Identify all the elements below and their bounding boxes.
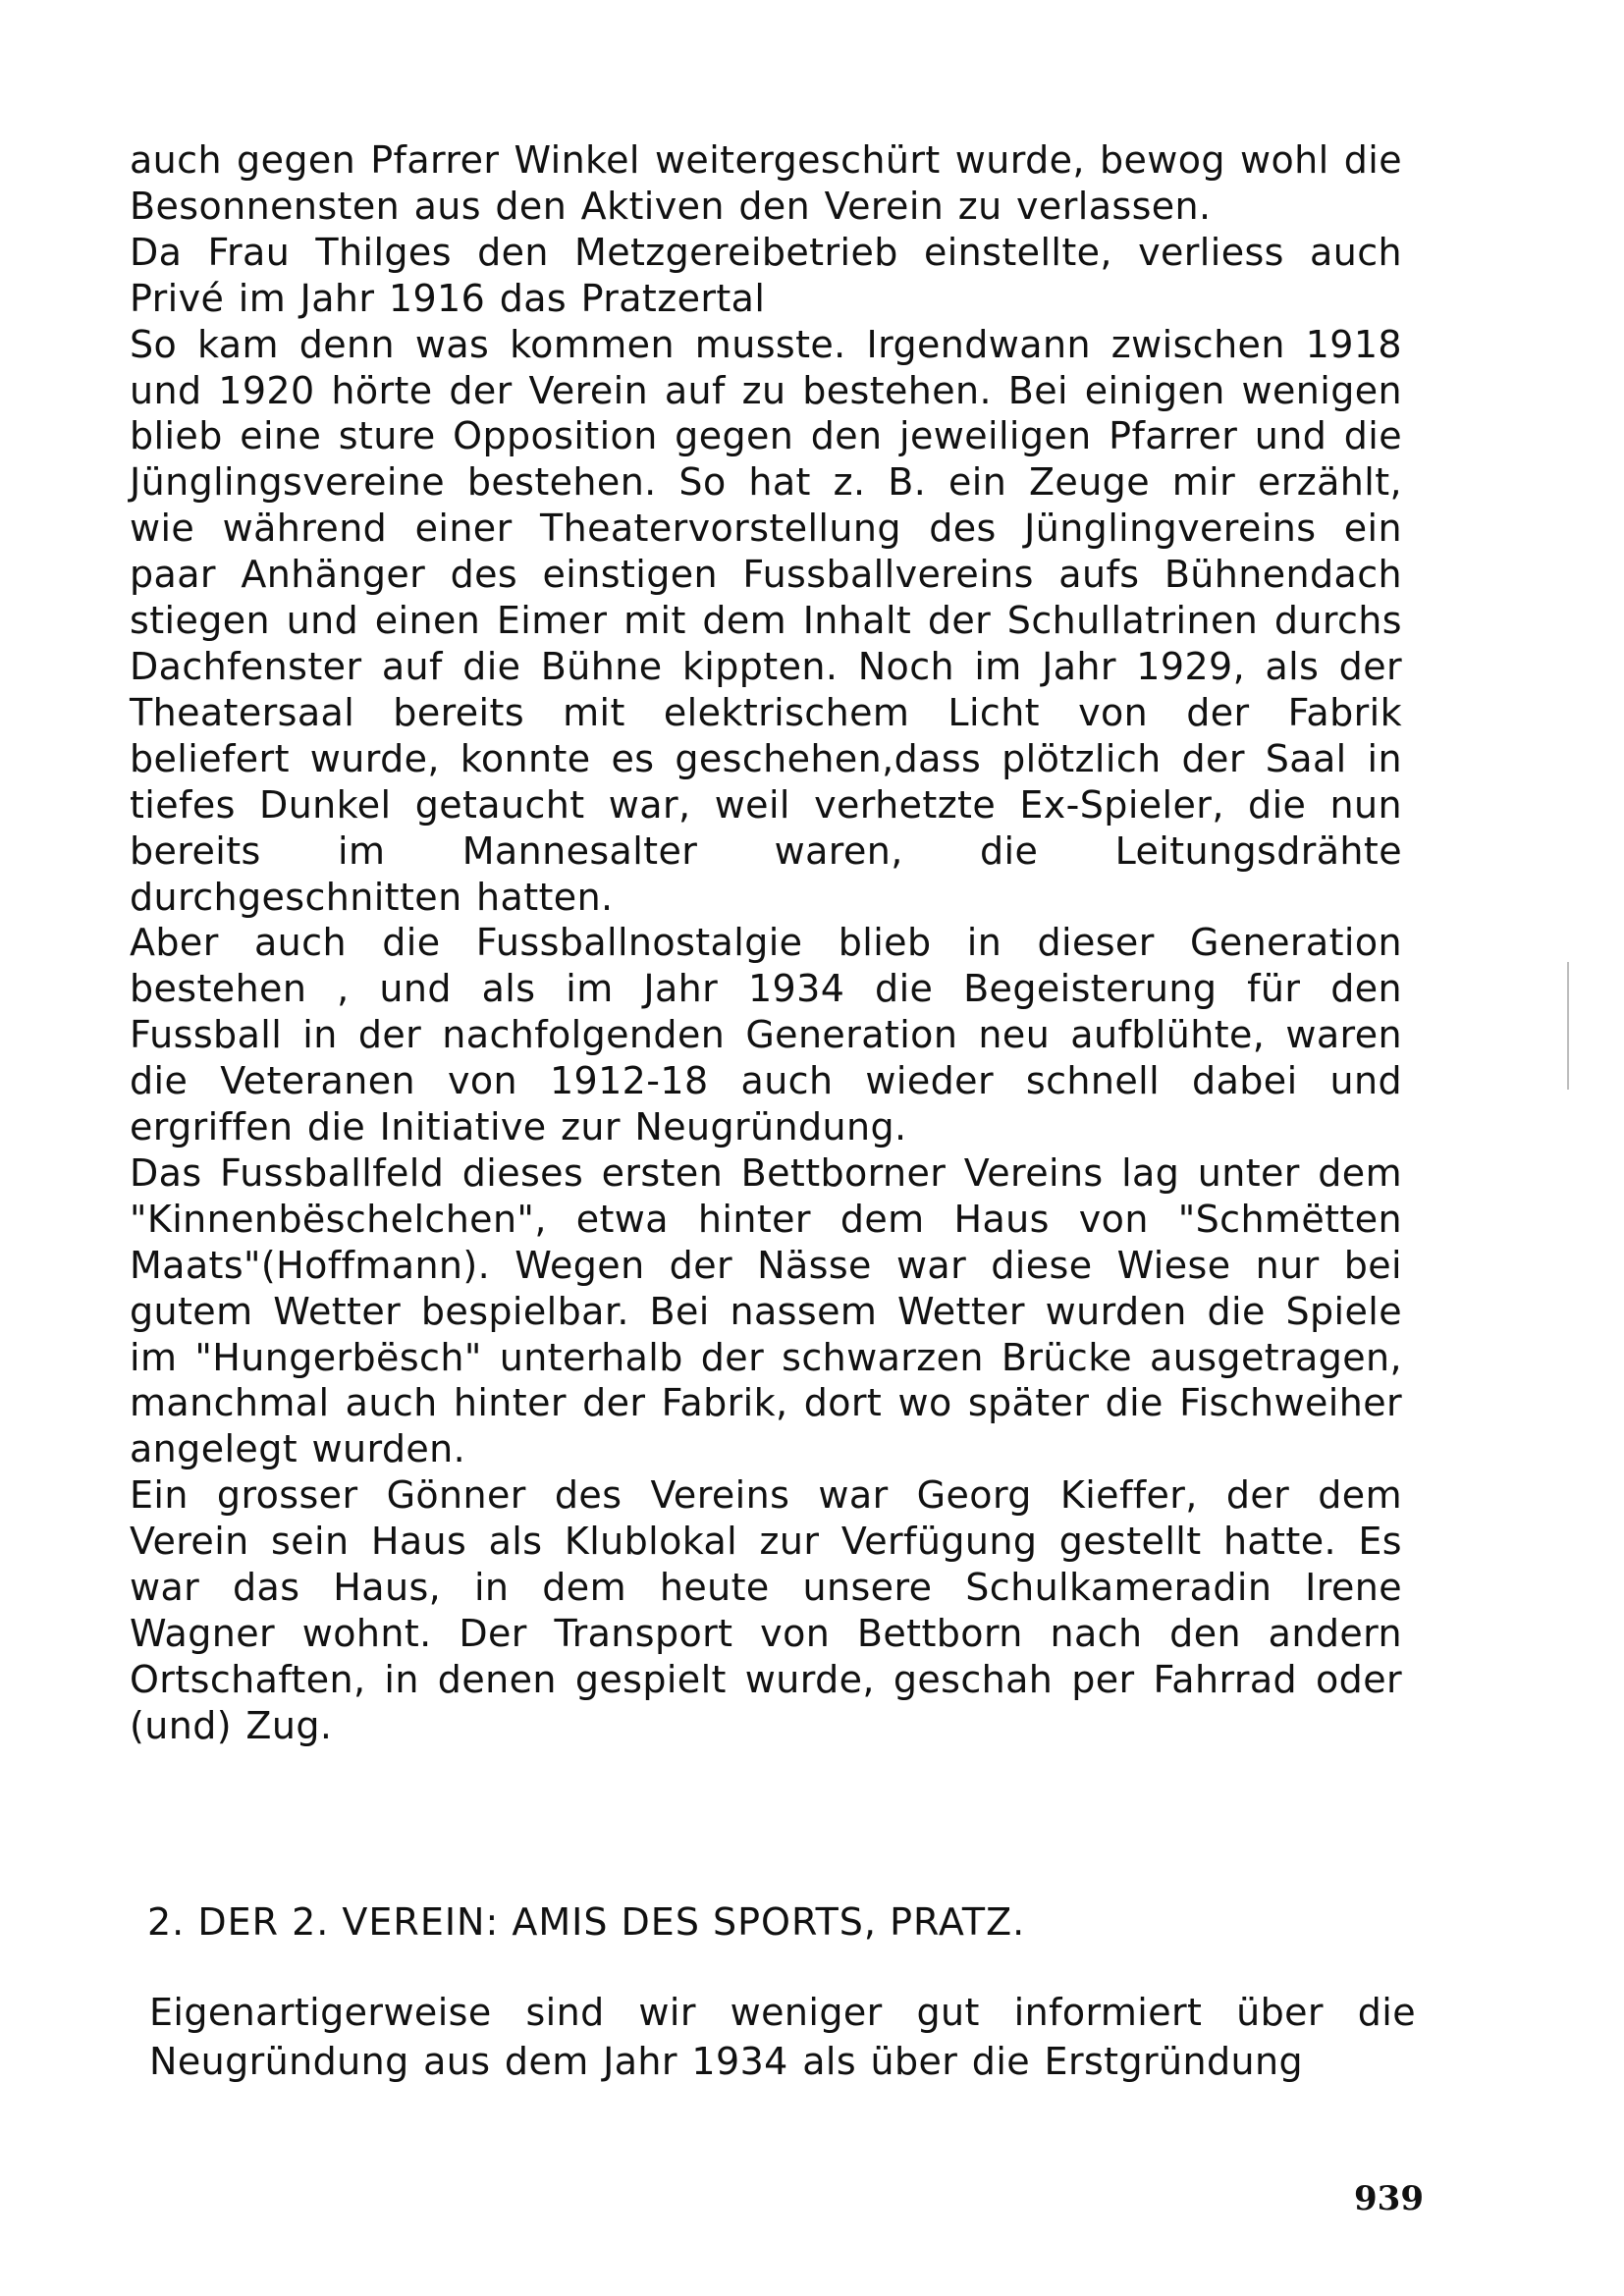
paragraph: Das Fussballfeld dieses ersten Bettborner Vereins lag unter dem "Kinnenbëschelchen", etwa hinter dem Haus von "Schmëtten Maats"(Hoffmann). Wegen der Nässe war diese Wiese nur bei gutem Wetter bespielbar. Bei nassem Wetter wurden die Spiele im "Hungerbësch" unterhalb der schwarzen Brücke ausgetragen, manchmal auch hinter der Fabrik, dort wo später die Fischweiher angelegt wurden.	[130, 1150, 1402, 1471]
paragraph: So kam denn was kommen musste. Irgendwann zwischen 1918 und 1920 hörte der Verein auf zu bestehen. Bei einigen wenigen blieb eine sture Opposition gegen den jeweiligen Pfarrer und die Jünglingsvereine bestehen. So hat z. B. ein Zeuge mir erzählt, wie während einer Theatervorstellung des Jünglingvereins ein paar Anhänger des einstigen Fussballvereins aufs Bühnendach stiegen und einen Eimer mit dem Inhalt der Schullatrinen durchs Dachfenster auf die Bühne kippten. Noch im Jahr 1929, als der Theatersaal bereits mit elektrischem Licht von der Fabrik beliefert wurde, konnte es geschehen,dass plötzlich der Saal in tiefes Dunkel getaucht war, weil verhetzte Ex-Spieler, die nun bereits im Mannesalter waren, die Leitungsdrähte durchgeschnitten hatten.	[130, 322, 1402, 919]
paragraph: Da Frau Thilges den Metzgereibetrieb einstellte, verliess auch Privé im Jahr 1916 das Pratzertal	[130, 230, 1402, 320]
section-heading: 2. DER 2. VEREIN: AMIS DES SPORTS, PRATZ.	[147, 1900, 1026, 1944]
page-number: 939	[1354, 2179, 1424, 2218]
paragraph: Ein grosser Gönner des Vereins war Georg Kieffer, der dem Verein sein Haus als Klublokal zur Verfügung gestellt hatte. Es war das Haus, in dem heute unsere Schulkameradin Irene Wagner wohnt. Der Transport von Bettborn nach den andern Ortschaften, in denen gespielt wurde, geschah per Fahrrad oder (und) Zug.	[130, 1473, 1402, 1747]
paragraph: Aber auch die Fussballnostalgie blieb in dieser Generation bestehen , und als im Jahr 1934 die Begeisterung für den Fussball in der nachfolgenden Generation neu aufblühte, waren die Veteranen von 1912-18 auch wieder schnell dabei und ergriffen die Initiative zur Neugründung.	[130, 921, 1402, 1149]
section-body-text	[149, 1988, 1416, 2086]
body-text	[130, 137, 1402, 1749]
paragraph: auch gegen Pfarrer Winkel weitergeschürt wurde, bewog wohl die Besonnensten aus den Aktiven den Verein zu verlassen.	[130, 138, 1402, 228]
scan-edge-mark	[1567, 962, 1569, 1090]
paragraph: Eigenartigerweise sind wir weniger gut informiert über die Neugründung aus dem Jahr 1934 als über die Erstgründung	[149, 1991, 1416, 2083]
